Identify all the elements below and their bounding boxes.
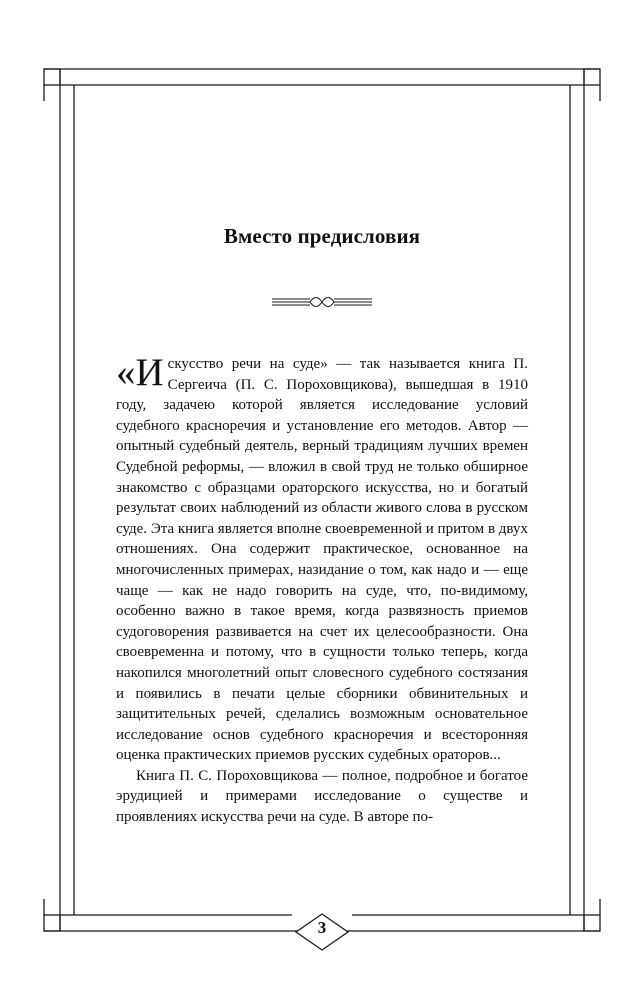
paragraph	[116, 351, 528, 766]
paragraph: Книга П. С. Пороховщикова — полное, подробное и богатое эрудицией и примерами исследование о существе и проявлениях искусства речи на суде. В авторе по-	[116, 767, 528, 826]
drop-cap: «И	[116, 351, 164, 394]
paragraph-text: скусство речи на суде» — так называется книга П. Сергеича (П. С. Пороховщикова), вышедшая в 1910 году, задачею которой является исследование условий судебного красноречия и установление его методов. Автор — опытный судебный деятель, верный традициям лучших времен Судебной реформы, — вложил в свой труд не только обширное знакомство с образцами ораторского искусства, но и богатый результат своих наблюдений из области живого слова в русском суде. Эта книга является вполне своевременной и притом в двух отношениях. Она содержит практическое, основанное на многочисленных примерах, назидание о том, как надо и — еще чаще — как не надо говорить на суде, что, по-видимому, особенно важно в такое время, когда развязность приемов судоговорения развивается на счет их целесообразности. Она своевременна и потому, что в сущности только теперь, когда накопился многолетний опыт словесного судебного состязания и появились в печати целые сборники обвинительных и защитительных речей, сделались возможным основательное исследование основ судебного красноречия и всесторонняя оценка практических приемов русских судебных ораторов...	[116, 356, 528, 764]
line-ornament-icon	[272, 293, 372, 311]
page-title: Вместо предисловия	[223, 224, 421, 248]
body-text	[116, 351, 528, 828]
page-number: 3	[317, 918, 327, 937]
